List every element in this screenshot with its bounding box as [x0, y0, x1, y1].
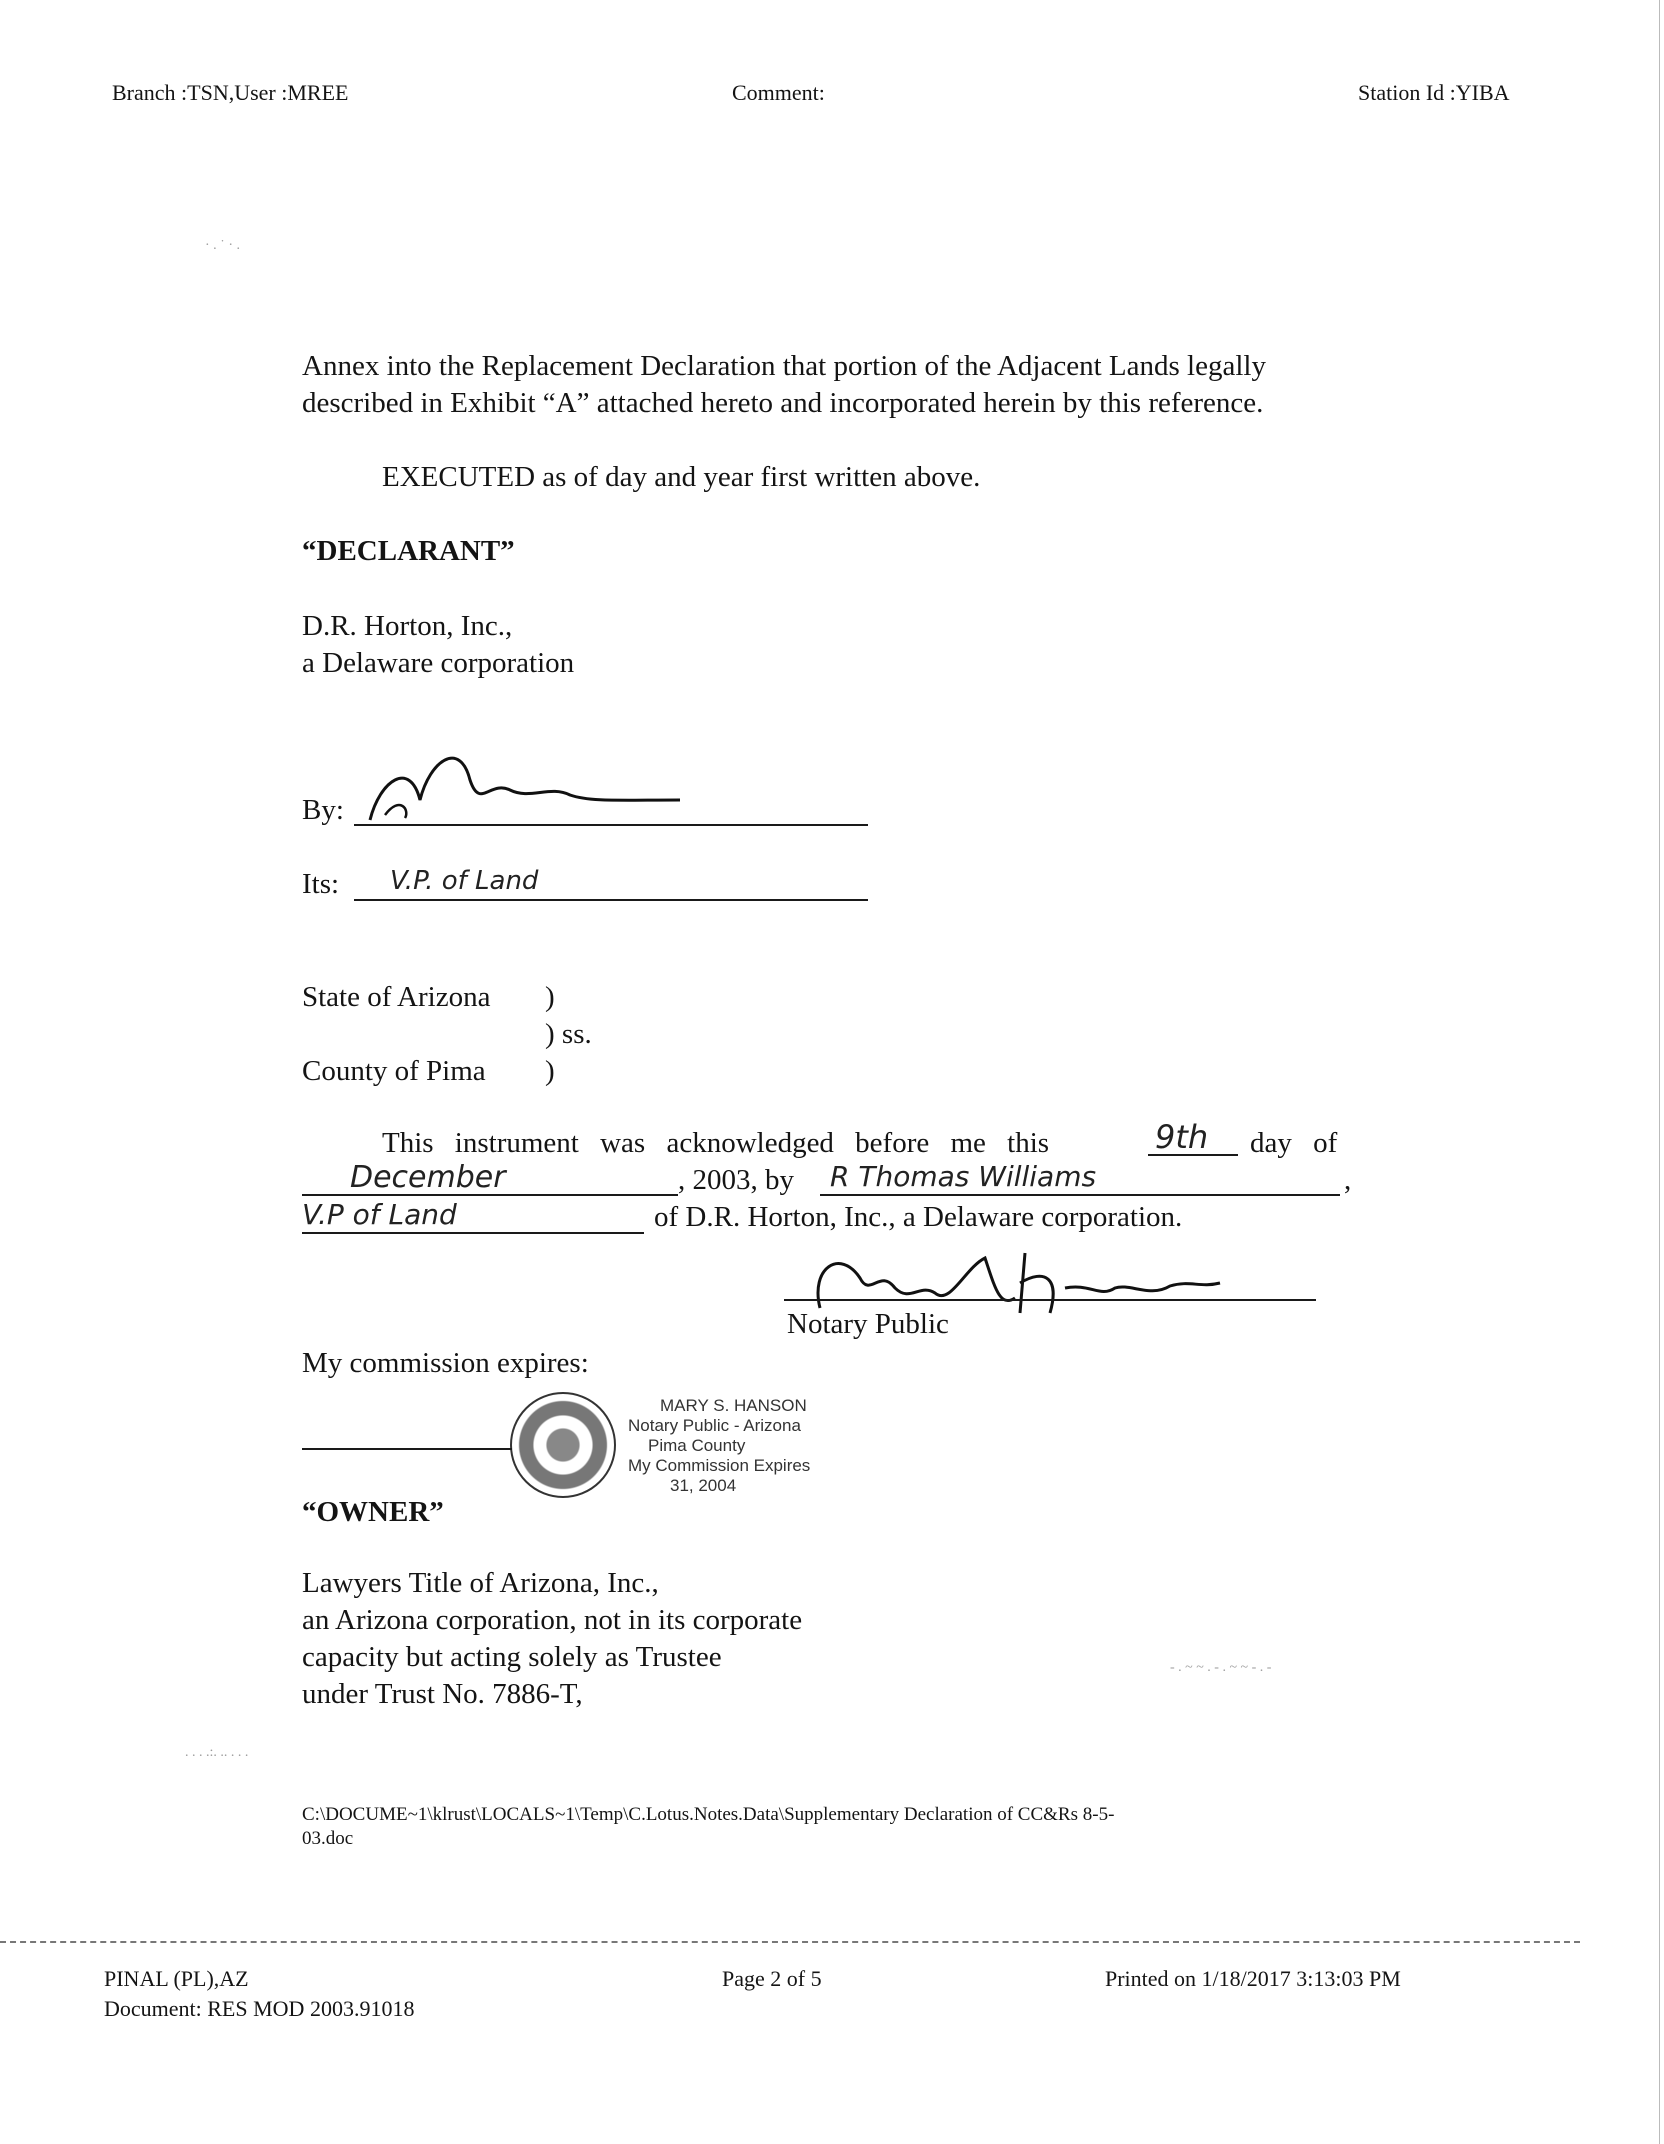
file-path-line-1: C:\DOCUME~1\klrust\LOCALS~1\Temp\C.Lotus.Notes.Data\Supplementary Declaration of CC&Rs 8-5-	[302, 1804, 1115, 1825]
ack-month: December	[350, 1160, 506, 1195]
by-signature-line	[354, 824, 868, 826]
header-comment: Comment:	[732, 80, 825, 105]
owner-line-2: an Arizona corporation, not in its corporate	[302, 1604, 803, 1636]
owner-line-3: capacity but acting solely as Trustee	[302, 1641, 722, 1673]
ack-day-line	[1148, 1154, 1238, 1156]
header-station: Station Id :YIBA	[1358, 80, 1510, 105]
file-path-line-2: 03.doc	[302, 1828, 354, 1849]
header-branch: Branch :TSN,User :MREE	[112, 80, 349, 105]
ss-label: ) ss.	[545, 1018, 592, 1050]
its-value: V.P. of Land	[390, 866, 539, 896]
ack-title: V.P of Land	[302, 1198, 457, 1231]
ack-person: R Thomas Williams	[830, 1160, 1097, 1193]
stamp-line-5: 31, 2004	[670, 1476, 737, 1495]
notary-seal	[510, 1392, 616, 1498]
footer-document: Document: RES MOD 2003.91018	[104, 1996, 415, 2021]
annex-line-1: Annex into the Replacement Declaration that portion of the Adjacent Lands legally	[302, 350, 1266, 382]
footer-county: PINAL (PL),AZ	[104, 1966, 249, 1991]
commission-line	[302, 1448, 512, 1450]
stamp-line-1: MARY S. HANSON	[660, 1396, 807, 1415]
owner-line-1: Lawyers Title of Arizona, Inc.,	[302, 1567, 659, 1599]
notary-signature-line	[784, 1299, 1316, 1301]
ack-month-line	[302, 1194, 678, 1196]
page-edge	[1659, 0, 1660, 2144]
ack-day: 9th	[1155, 1118, 1209, 1156]
company-name: D.R. Horton, Inc.,	[302, 610, 513, 642]
ack-comma: ,	[1344, 1164, 1352, 1196]
footer-divider	[0, 1941, 1580, 1943]
paren-2: )	[545, 1055, 555, 1087]
company-type: a Delaware corporation	[302, 647, 575, 679]
ack-person-line	[820, 1194, 1340, 1196]
notary-label: Notary Public	[787, 1308, 949, 1340]
ack-of-company: of D.R. Horton, Inc., a Delaware corporation.	[654, 1201, 1183, 1233]
its-line	[354, 899, 868, 901]
annex-line-2: described in Exhibit “A” attached hereto and incorporated herein by this reference.	[302, 387, 1264, 419]
executed-line: EXECUTED as of day and year first written above.	[382, 461, 981, 493]
scan-noise: - . ~ ~ . - . ~ ~ - . -	[1170, 1660, 1272, 1675]
owner-line-4: under Trust No. 7886-T,	[302, 1678, 583, 1710]
ack-day-of: day of	[1250, 1127, 1338, 1159]
scan-noise: . . . .:. .. . . .	[185, 1745, 249, 1760]
declarant-heading: “DECLARANT”	[302, 535, 515, 567]
owner-heading: “OWNER”	[302, 1496, 444, 1528]
its-label: Its:	[302, 868, 340, 900]
ack-year-by: , 2003, by	[678, 1164, 794, 1196]
commission-label: My commission expires:	[302, 1347, 589, 1379]
stamp-line-3: Pima County	[648, 1436, 746, 1455]
state-label: State of Arizona	[302, 981, 491, 1013]
stamp-line-2: Notary Public - Arizona	[628, 1416, 801, 1435]
by-signature	[350, 740, 690, 830]
county-label: County of Pima	[302, 1055, 486, 1087]
by-label: By:	[302, 794, 344, 826]
footer-page: Page 2 of 5	[722, 1966, 822, 1991]
footer-printed: Printed on 1/18/2017 3:13:03 PM	[1105, 1966, 1401, 1991]
stamp-line-4: My Commission Expires	[628, 1456, 811, 1475]
ack-text: This instrument was acknowledged before me this	[382, 1127, 1050, 1159]
paren-1: )	[545, 981, 555, 1013]
scan-speck: · . ˙ · .	[205, 238, 240, 253]
notary-stamp	[500, 1388, 870, 1508]
ack-title-line	[302, 1232, 644, 1234]
